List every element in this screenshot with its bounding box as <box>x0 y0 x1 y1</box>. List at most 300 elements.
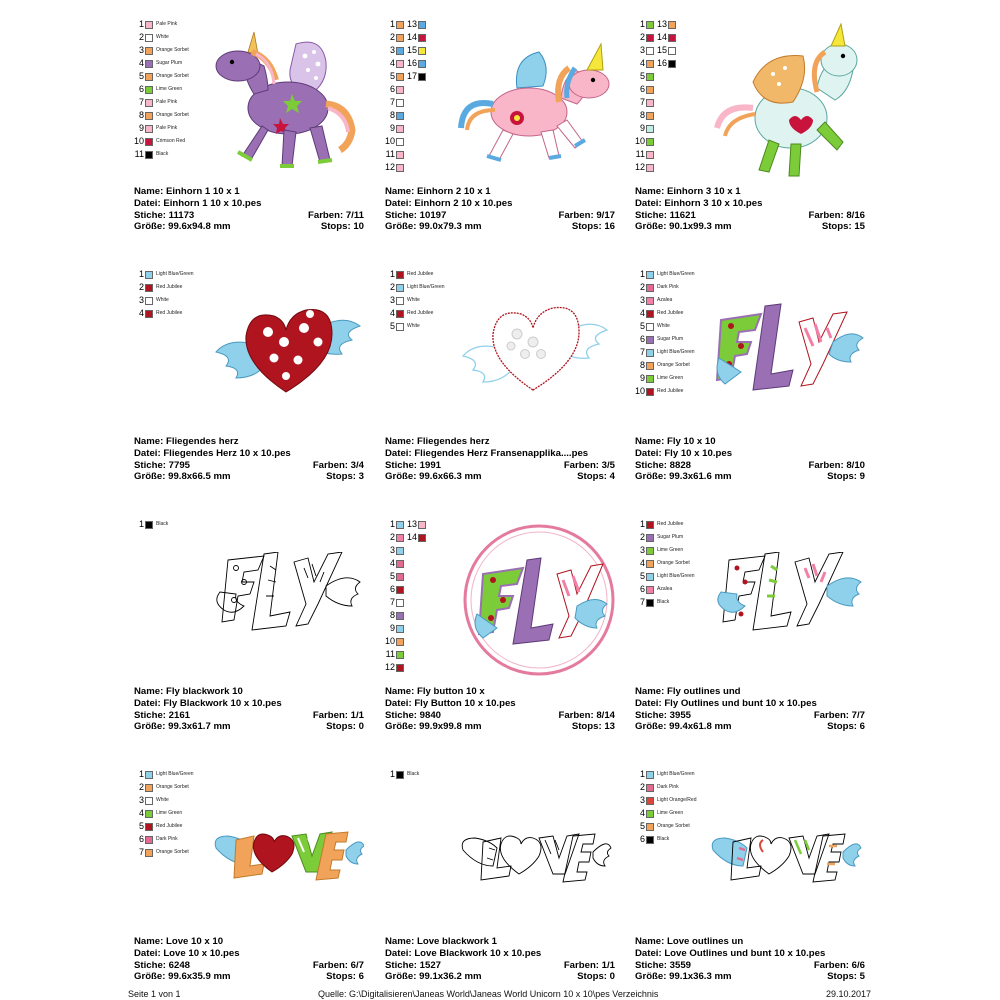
color-swatch <box>145 60 153 68</box>
stop-count: Stops: 9 <box>827 471 865 483</box>
swatch-number: 7 <box>639 597 645 607</box>
color-swatch-row <box>134 135 189 148</box>
color-swatch-row <box>385 70 404 83</box>
design-file-name: Datei: Love Outlines und bunt 10 x 10.pes <box>635 947 826 959</box>
swatch-number: 4 <box>389 58 395 68</box>
color-swatch-list <box>635 518 695 609</box>
design-file-name: Datei: Einhorn 3 10 x 10.pes <box>635 197 763 209</box>
design-cell-fliegendes-herz-fransen[interactable] <box>385 252 625 492</box>
swatch-number: 4 <box>138 58 144 68</box>
swatch-number: 2 <box>138 32 144 42</box>
swatch-number: 10 <box>635 136 646 146</box>
swatch-color-name: Sugar Plum <box>657 336 684 342</box>
color-swatch <box>646 547 654 555</box>
swatch-color-name: Lime Green <box>657 547 684 553</box>
swatch-number: 3 <box>138 795 144 805</box>
swatch-number: 7 <box>138 97 144 107</box>
color-swatch <box>646 362 654 370</box>
color-swatch-row <box>635 44 654 57</box>
color-swatch-row <box>635 57 654 70</box>
color-swatch-row <box>635 135 654 148</box>
color-swatch-row <box>635 109 654 122</box>
swatch-number: 3 <box>639 295 645 305</box>
color-swatch-row <box>385 281 445 294</box>
swatch-number: 1 <box>389 19 395 29</box>
unicorn-3-embroidery-preview <box>713 22 865 182</box>
color-swatch-row <box>134 833 194 846</box>
stitch-count: Stiche: 3559 <box>635 959 691 971</box>
swatch-number: 2 <box>639 532 645 542</box>
swatch-color-name: Light Blue/Green <box>657 349 695 355</box>
design-cell-fly-outlines[interactable] <box>635 502 875 742</box>
swatch-number: 16 <box>407 58 418 68</box>
swatch-number: 5 <box>639 321 645 331</box>
swatch-number: 6 <box>639 334 645 344</box>
color-swatch <box>668 60 676 68</box>
color-swatch <box>396 612 404 620</box>
color-swatch <box>145 797 153 805</box>
color-swatch <box>646 60 654 68</box>
color-swatch-row <box>134 109 189 122</box>
color-swatch <box>646 297 654 305</box>
color-swatch <box>396 664 404 672</box>
design-file-name: Datei: Fly Blackwork 10 x 10.pes <box>134 697 282 709</box>
swatch-color-name: Lime Green <box>156 86 183 92</box>
color-swatch-row <box>635 268 695 281</box>
design-size: Größe: 99.9x99.8 mm <box>385 721 482 733</box>
design-info <box>635 686 865 733</box>
design-file-name: Datei: Love Blackwork 10 x 10.pes <box>385 947 542 959</box>
color-swatch <box>668 21 676 29</box>
color-swatch <box>418 534 426 542</box>
color-count: Farben: 8/14 <box>558 709 615 721</box>
color-swatch-row <box>407 531 426 544</box>
color-swatch <box>646 47 654 55</box>
color-swatch-row <box>385 135 404 148</box>
swatch-number: 14 <box>407 32 418 42</box>
color-swatch-row <box>407 57 426 70</box>
swatch-number: 11 <box>385 649 395 659</box>
fly-blackwork-embroidery-preview <box>214 552 364 642</box>
color-swatch-row <box>635 544 695 557</box>
color-swatch <box>145 73 153 81</box>
stop-count: Stops: 6 <box>326 971 364 983</box>
swatch-number: 3 <box>138 45 144 55</box>
color-swatch <box>396 21 404 29</box>
stop-count: Stops: 16 <box>571 221 615 233</box>
swatch-number: 4 <box>389 558 395 568</box>
color-swatch <box>646 784 654 792</box>
design-name: Name: Love 10 x 10 <box>134 936 224 947</box>
color-swatch-row <box>635 83 654 96</box>
color-swatch <box>396 771 404 779</box>
swatch-number: 2 <box>389 32 395 42</box>
color-swatch-row <box>385 31 404 44</box>
color-swatch <box>646 310 654 318</box>
swatch-number: 7 <box>389 97 395 107</box>
color-swatch-row <box>134 31 189 44</box>
swatch-color-name: White <box>657 323 670 329</box>
swatch-number: 4 <box>138 808 144 818</box>
swatch-number: 9 <box>389 123 395 133</box>
design-name: Name: Fly outlines und <box>635 686 741 697</box>
color-swatch-list <box>134 18 189 161</box>
color-swatch <box>145 784 153 792</box>
design-name: Name: Einhorn 2 10 x 1 <box>385 186 491 197</box>
color-swatch <box>396 625 404 633</box>
swatch-color-name: Black <box>156 521 169 527</box>
design-file-name: Datei: Fly 10 x 10.pes <box>635 447 733 459</box>
swatch-number: 9 <box>389 623 395 633</box>
swatch-number: 4 <box>639 808 645 818</box>
design-size: Größe: 99.4x61.8 mm <box>635 721 732 733</box>
color-swatch <box>418 521 426 529</box>
design-info <box>635 936 865 983</box>
design-cell-love-blackwork[interactable] <box>385 752 625 992</box>
color-swatch <box>145 823 153 831</box>
color-swatch <box>396 651 404 659</box>
swatch-number: 1 <box>138 769 144 779</box>
design-name: Name: Fly button 10 x <box>385 686 485 697</box>
color-swatch-row <box>635 583 695 596</box>
footer-date: 29.10.2017 <box>826 989 872 999</box>
color-swatch-row <box>407 31 426 44</box>
swatch-number: 2 <box>138 282 144 292</box>
design-cell-love-outlines[interactable] <box>635 752 875 992</box>
color-count: Farben: 7/7 <box>813 709 865 721</box>
color-swatch-row <box>134 44 189 57</box>
design-name: Name: Einhorn 3 10 x 1 <box>635 186 741 197</box>
swatch-number: 1 <box>639 269 645 279</box>
design-name: Name: Love outlines un <box>635 936 744 947</box>
color-swatch-row <box>385 570 404 583</box>
color-swatch-row <box>635 148 654 161</box>
color-swatch <box>145 810 153 818</box>
design-size: Größe: 99.6x66.3 mm <box>385 471 482 483</box>
swatch-number: 3 <box>389 295 395 305</box>
color-swatch-row <box>134 18 189 31</box>
color-swatch <box>646 164 654 172</box>
swatch-number: 8 <box>138 110 144 120</box>
design-size: Größe: 99.3x61.7 mm <box>134 721 231 733</box>
swatch-color-name: Light Blue/Green <box>657 573 695 579</box>
swatch-number: 7 <box>389 597 395 607</box>
color-swatch-list <box>635 768 696 846</box>
fly-button-embroidery-preview <box>461 522 617 678</box>
stitch-count: Stiche: 7795 <box>134 459 190 471</box>
color-swatch-list <box>635 18 654 174</box>
color-swatch <box>646 21 654 29</box>
color-swatch <box>418 34 426 42</box>
design-info <box>134 186 364 233</box>
swatch-color-name: Red Jubilee <box>156 310 183 316</box>
color-swatch-row <box>385 161 404 174</box>
design-info <box>385 436 615 483</box>
design-info <box>635 186 865 233</box>
swatch-color-name: Sugar Plum <box>156 60 183 66</box>
color-swatch <box>396 521 404 529</box>
design-info <box>134 436 364 483</box>
color-swatch <box>646 388 654 396</box>
swatch-color-name: Lime Green <box>156 810 183 816</box>
color-swatch <box>396 99 404 107</box>
swatch-number: 3 <box>389 45 395 55</box>
swatch-number: 7 <box>639 97 645 107</box>
swatch-color-name: Light Blue/Green <box>407 284 445 290</box>
color-swatch-row <box>385 148 404 161</box>
swatch-number: 17 <box>407 71 418 81</box>
color-swatch-row <box>657 18 676 31</box>
swatch-number: 8 <box>389 110 395 120</box>
color-swatch-row <box>385 648 404 661</box>
design-size: Größe: 99.3x61.6 mm <box>635 471 732 483</box>
color-swatch-row <box>385 661 404 674</box>
color-swatch-row <box>635 385 695 398</box>
color-swatch-row <box>385 109 404 122</box>
swatch-number: 5 <box>639 571 645 581</box>
color-swatch <box>396 586 404 594</box>
color-count: Farben: 1/1 <box>312 709 364 721</box>
swatch-color-name: Light Blue/Green <box>156 271 194 277</box>
swatch-color-name: Black <box>657 599 670 605</box>
color-swatch <box>396 638 404 646</box>
color-swatch <box>646 797 654 805</box>
design-size: Größe: 99.0x79.3 mm <box>385 221 482 233</box>
love-embroidery-preview <box>214 822 364 882</box>
swatch-number: 2 <box>639 32 645 42</box>
color-swatch-row <box>134 518 168 531</box>
color-swatch <box>646 112 654 120</box>
color-swatch-row <box>635 768 696 781</box>
swatch-color-name: Orange Sorbet <box>156 112 189 118</box>
swatch-number: 9 <box>639 123 645 133</box>
color-swatch-row <box>134 96 189 109</box>
color-count: Farben: 9/17 <box>558 209 615 221</box>
design-name: Name: Fly blackwork 10 <box>134 686 243 697</box>
stop-count: Stops: 6 <box>827 721 865 733</box>
color-swatch-list <box>635 268 695 398</box>
color-swatch-list <box>657 18 676 70</box>
color-swatch <box>145 284 153 292</box>
unicorn-1-embroidery-preview <box>210 30 366 180</box>
stop-count: Stops: 0 <box>577 971 615 983</box>
swatch-color-name: Orange Sorbet <box>156 784 189 790</box>
swatch-color-name: Dark Pink <box>156 836 178 842</box>
color-swatch-row <box>134 57 189 70</box>
swatch-number: 3 <box>639 545 645 555</box>
color-swatch <box>396 73 404 81</box>
design-name: Name: Love blackwork 1 <box>385 936 497 947</box>
color-swatch-row <box>385 609 404 622</box>
swatch-number: 3 <box>639 45 645 55</box>
color-swatch-row <box>635 31 654 44</box>
swatch-number: 5 <box>389 571 395 581</box>
color-count: Farben: 3/4 <box>312 459 364 471</box>
swatch-color-name: White <box>156 797 169 803</box>
color-swatch-row <box>635 531 695 544</box>
swatch-number: 13 <box>407 19 418 29</box>
color-swatch <box>396 323 404 331</box>
design-cell-fly-button[interactable] <box>385 502 625 742</box>
swatch-number: 6 <box>389 84 395 94</box>
color-swatch-row <box>635 122 654 135</box>
swatch-color-name: Orange Sorbet <box>657 823 690 829</box>
footer-page-number: Seite 1 von 1 <box>128 989 181 999</box>
swatch-color-name: Azalea <box>657 297 673 303</box>
stop-count: Stops: 13 <box>571 721 615 733</box>
swatch-number: 12 <box>635 162 646 172</box>
swatch-color-name: Lime Green <box>657 375 684 381</box>
color-swatch <box>646 823 654 831</box>
swatch-number: 5 <box>639 821 645 831</box>
design-cell-einhorn-1[interactable] <box>134 2 374 242</box>
swatch-color-name: Orange Sorbet <box>156 849 189 855</box>
color-swatch-row <box>385 57 404 70</box>
color-swatch-row <box>635 781 696 794</box>
color-swatch <box>396 125 404 133</box>
design-cell-fly-blackwork[interactable] <box>134 502 374 742</box>
swatch-number: 16 <box>657 58 668 68</box>
swatch-color-name: Crimson Red <box>156 138 186 144</box>
color-swatch-row <box>385 44 404 57</box>
color-swatch <box>646 34 654 42</box>
color-swatch-list <box>385 18 404 174</box>
color-swatch-row <box>385 83 404 96</box>
stop-count: Stops: 0 <box>326 721 364 733</box>
color-swatch-row <box>134 307 194 320</box>
stitch-count: Stiche: 3955 <box>635 709 691 721</box>
color-swatch-list <box>385 518 404 674</box>
color-swatch <box>646 375 654 383</box>
swatch-number: 10 <box>385 636 396 646</box>
swatch-color-name: Sugar Plum <box>657 534 684 540</box>
swatch-number: 11 <box>385 149 395 159</box>
flying-heart-outline-embroidery-preview <box>461 298 611 394</box>
color-count: Farben: 7/11 <box>308 209 364 221</box>
color-swatch <box>646 138 654 146</box>
swatch-number: 4 <box>639 558 645 568</box>
color-swatch-row <box>407 18 426 31</box>
swatch-number: 9 <box>639 373 645 383</box>
color-swatch-row <box>134 781 194 794</box>
swatch-number: 10 <box>134 136 145 146</box>
color-swatch <box>668 47 676 55</box>
swatch-number: 10 <box>385 136 396 146</box>
color-swatch-row <box>635 320 695 333</box>
color-swatch <box>418 21 426 29</box>
stitch-count: Stiche: 11173 <box>134 209 195 221</box>
swatch-color-name: Light Blue/Green <box>657 271 695 277</box>
color-count: Farben: 8/16 <box>808 209 865 221</box>
color-swatch-row <box>407 70 426 83</box>
color-swatch <box>418 60 426 68</box>
design-file-name: Datei: Fliegendes Herz Fransenapplika....pes <box>385 447 589 459</box>
color-swatch <box>646 771 654 779</box>
color-swatch-row <box>134 122 189 135</box>
design-cell-einhorn-2[interactable] <box>385 2 625 242</box>
swatch-number: 4 <box>138 308 144 318</box>
color-swatch-row <box>385 307 445 320</box>
color-swatch <box>646 586 654 594</box>
color-swatch <box>145 125 153 133</box>
color-swatch <box>396 86 404 94</box>
swatch-number: 1 <box>389 269 395 279</box>
color-swatch-row <box>134 794 194 807</box>
swatch-number: 9 <box>138 123 144 133</box>
color-swatch-row <box>635 281 695 294</box>
swatch-number: 11 <box>635 149 645 159</box>
color-swatch <box>145 138 153 146</box>
swatch-color-name: Red Jubilee <box>657 521 684 527</box>
color-swatch-list <box>385 268 445 333</box>
swatch-number: 2 <box>389 532 395 542</box>
color-swatch <box>646 521 654 529</box>
color-swatch <box>145 836 153 844</box>
color-swatch-row <box>635 359 695 372</box>
swatch-color-name: White <box>156 297 169 303</box>
color-swatch <box>396 573 404 581</box>
design-cell-fliegendes-herz[interactable] <box>134 252 374 492</box>
color-swatch <box>646 284 654 292</box>
color-swatch <box>145 151 153 159</box>
color-swatch <box>396 547 404 555</box>
design-info <box>134 936 364 983</box>
color-swatch-row <box>635 833 696 846</box>
swatch-number: 14 <box>407 532 418 542</box>
design-cell-einhorn-3[interactable] <box>635 2 875 242</box>
color-swatch-row <box>385 18 404 31</box>
color-swatch-row <box>407 518 426 531</box>
swatch-color-name: Red Jubilee <box>407 310 434 316</box>
color-swatch <box>396 599 404 607</box>
color-swatch-row <box>385 635 404 648</box>
swatch-color-name: Dark Pink <box>657 784 679 790</box>
swatch-number: 2 <box>639 282 645 292</box>
stitch-count: Stiche: 8828 <box>635 459 691 471</box>
design-file-name: Datei: Fly Outlines und bunt 10 x 10.pes <box>635 697 817 709</box>
color-swatch <box>418 47 426 55</box>
color-swatch <box>396 47 404 55</box>
color-count: Farben: 3/5 <box>563 459 615 471</box>
color-swatch <box>145 21 153 29</box>
stitch-count: Stiche: 11621 <box>635 209 696 221</box>
swatch-number: 13 <box>657 19 668 29</box>
design-cell-fly[interactable] <box>635 252 875 492</box>
unicorn-2-embroidery-preview <box>457 38 617 168</box>
swatch-color-name: Dark Pink <box>657 284 679 290</box>
swatch-color-name: Red Jubilee <box>407 271 434 277</box>
color-swatch <box>646 560 654 568</box>
color-swatch-row <box>635 18 654 31</box>
swatch-color-name: White <box>407 297 420 303</box>
swatch-number: 3 <box>138 295 144 305</box>
color-swatch-row <box>635 307 695 320</box>
swatch-number: 1 <box>639 769 645 779</box>
swatch-number: 1 <box>389 519 395 529</box>
swatch-color-name: Pale Pink <box>156 99 178 105</box>
swatch-color-name: Light Orange/Red <box>657 797 697 803</box>
design-cell-love[interactable] <box>134 752 374 992</box>
color-swatch <box>145 34 153 42</box>
swatch-color-name: Orange Sorbet <box>156 73 189 79</box>
color-swatch-list <box>385 768 419 781</box>
swatch-number: 1 <box>389 769 395 779</box>
stitch-count: Stiche: 10197 <box>385 209 447 221</box>
color-swatch-row <box>657 44 676 57</box>
swatch-number: 1 <box>138 269 144 279</box>
design-info <box>385 936 615 983</box>
swatch-color-name: Orange Sorbet <box>657 560 690 566</box>
